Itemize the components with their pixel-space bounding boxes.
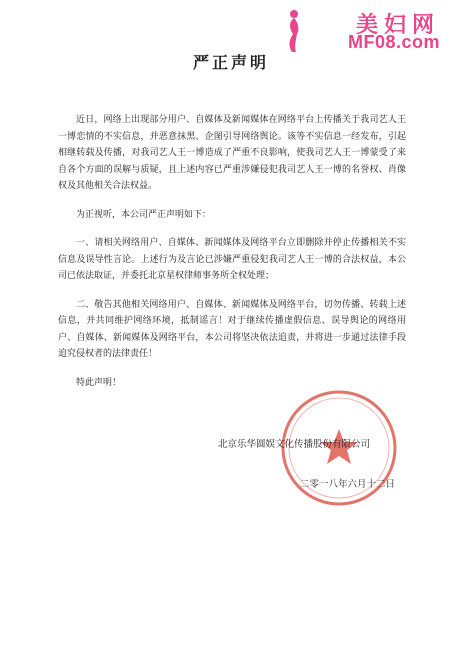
site-domain: MF08.com <box>347 32 440 52</box>
company-name: 北京乐华圆娱文化传播股份有限公司 <box>218 439 371 450</box>
paragraph-intro: 近日，网络上出现部分用户、自媒体及新闻媒体在网络平台上传播关于我司艺人王一博恋情的不实信息，并恶意抹黑、企图引导网络舆论。该等不实信息一经发布，引起相继转载及传播，对我司艺人王一博造成了严重不良影响，使我司艺人王一博蒙受了来自各个方面的误解与质疑，且上述内容已严重涉嫌侵犯我司艺人王一博的名誉权、肖像权及其他相关合法权益。 <box>58 115 406 191</box>
document-body <box>58 112 406 403</box>
site-name: 美妇网 <box>355 13 440 38</box>
paragraph-closing: 特此声明！ <box>76 377 122 388</box>
site-logo[interactable] <box>280 8 440 52</box>
paragraph-statement: 为正视听，本公司严正声明如下： <box>76 209 212 220</box>
paragraph-point-two: 二、敬告其他相关网络用户、自媒体、新闻媒体及网络平台，切勿传播、转载上述信息，并共同维护网络环境，抵制谣言！对于继续传播虚假信息、误导舆论的网络用户、自媒体、新闻媒体及网络平台，本公司将坚决依法追责，并将进一步通过法律手段追究侵权者的法律责任！ <box>58 299 406 359</box>
paragraph-point-one: 一、请相关网络用户、自媒体、新闻媒体及网络平台立即删除并停止传播相关不实信息及误导性言论。上述行为及言论已涉嫌严重侵犯我司艺人王一博的合法权益，本公司已依法取证，并委托北京星权律师事务所全权处理； <box>58 238 406 281</box>
lady-silhouette-icon <box>280 8 306 52</box>
document-title: 严正声明 <box>192 53 269 72</box>
document-date: 二零一八年六月十二日 <box>300 479 396 490</box>
